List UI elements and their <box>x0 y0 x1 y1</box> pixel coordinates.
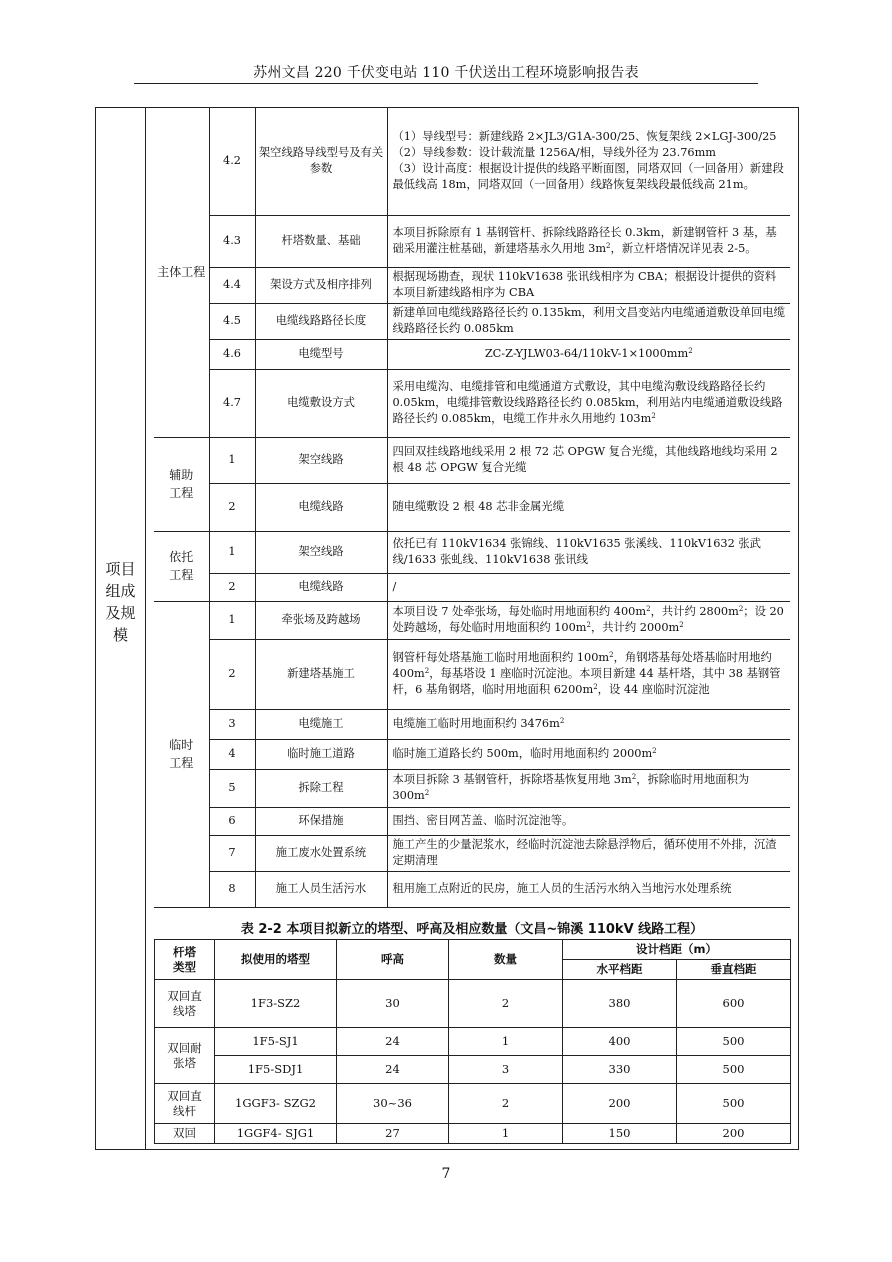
row-number: 4.5 <box>209 303 255 339</box>
item-content: 租用施工点附近的民房，施工人员的生活污水纳入当地污水处理系统 <box>387 871 790 907</box>
row-number: 4 <box>209 739 255 769</box>
item-content: 钢管杆每处塔基施工临时用地面积约 $100m^2$，角钢塔基每处塔基临时用地约 $400m^2$，每基塔设 1 座临时沉淀池。本项目新建 44 基杆塔，其中 38 基钢管杆，6 基角钢塔，临时用地面积 $6200m^2$，设 44 座临时沉淀池 <box>387 639 790 709</box>
cell-v-span: 500 <box>677 1084 791 1124</box>
item-name: 架设方式及相序排列 <box>255 267 387 303</box>
table-row <box>154 215 790 267</box>
cell-type: 双回直线杆 <box>155 1084 215 1124</box>
group-aux: 辅助工程 <box>154 437 209 531</box>
row-number: 4.3 <box>209 215 255 267</box>
item-content <box>387 107 790 215</box>
item-name: 电缆线路路径长度 <box>255 303 387 339</box>
cell-model: 1GGF4- SJG1 <box>215 1124 337 1144</box>
item-name: 电缆线路 <box>255 483 387 531</box>
item-name: 电缆线路 <box>255 573 387 601</box>
table-row <box>154 267 790 303</box>
item-name: 施工人员生活污水 <box>255 871 387 907</box>
cell-height: 24 <box>337 1056 449 1084</box>
cell-count: 1 <box>449 1028 563 1056</box>
table-row <box>154 107 790 215</box>
row-number: 4.6 <box>209 339 255 369</box>
cell-h-span: 200 <box>563 1084 677 1124</box>
table-row <box>155 1056 791 1084</box>
cell-height: 30 <box>337 980 449 1028</box>
row-number: 4.4 <box>209 267 255 303</box>
table-row <box>154 369 790 437</box>
frame-divider <box>145 107 146 1150</box>
item-content: 根据现场勘查，现状 110kV1638 张讯线相序为 CBA；根据设计提供的资料本项目新建线路相序为 CBA <box>387 267 790 303</box>
cell-model: 1F3-SZ2 <box>215 980 337 1028</box>
row-number: 2 <box>209 483 255 531</box>
row-number: 3 <box>209 709 255 739</box>
group-main: 主体工程 <box>154 107 209 437</box>
cell-type: 双回 <box>155 1124 215 1144</box>
row-number: 7 <box>209 835 255 871</box>
item-content: 围挡、密目网苫盖、临时沉淀池等。 <box>387 807 790 835</box>
item-content: 电缆施工临时用地面积约 $3476m^2$ <box>387 709 790 739</box>
item-content: 依托已有 110kV1634 张锦线、110kV1635 张溪线、110kV1632 张武线/1633 张虬线、110kV1638 张讯线 <box>387 531 790 573</box>
column-header-type: 杆塔类型 <box>155 940 215 980</box>
item-content: 本项目拆除 3 基钢管杆，拆除塔基恢复用地 $3m^2$，拆除临时用地面积为 $300m^2$ <box>387 769 790 807</box>
table-row <box>154 601 790 639</box>
row-number: 2 <box>209 573 255 601</box>
cell-h-span: 150 <box>563 1124 677 1144</box>
section-label-text: 项目组成及规模 <box>105 560 136 644</box>
page-number: 7 <box>441 1166 451 1182</box>
cell-count: 2 <box>449 980 563 1028</box>
item-name: 施工废水处置系统 <box>255 835 387 871</box>
table-row <box>155 1028 791 1056</box>
item-content: 本项目设 7 处牵张场，每处临时用地面积约 $400m^2$，共计约 $2800m^2$；设 20 处跨越场，每处临时用地面积约 $100m^2$，共计约 $2000m^2$ <box>387 601 790 639</box>
item-content: / <box>387 573 790 601</box>
item-name: 牵张场及跨越场 <box>255 601 387 639</box>
table-row <box>154 709 790 739</box>
project-composition-table <box>154 107 790 908</box>
cell-model: 1F5-SDJ1 <box>215 1056 337 1084</box>
cell-height: 27 <box>337 1124 449 1144</box>
cell-h-span: 330 <box>563 1056 677 1084</box>
cell-height: 24 <box>337 1028 449 1056</box>
cell-h-span: 400 <box>563 1028 677 1056</box>
item-name: 电缆型号 <box>255 339 387 369</box>
row-number: 1 <box>209 601 255 639</box>
item-name: 临时施工道路 <box>255 739 387 769</box>
cell-v-span: 200 <box>677 1124 791 1144</box>
table-row <box>154 531 790 573</box>
item-name: 架空线路 <box>255 531 387 573</box>
column-header-height: 呼高 <box>337 940 449 980</box>
item-name: 拆除工程 <box>255 769 387 807</box>
cell-height: 30~36 <box>337 1084 449 1124</box>
item-name: 杆塔数量、基础 <box>255 215 387 267</box>
table-row <box>155 980 791 1028</box>
column-header-v-span: 垂直档距 <box>677 960 791 980</box>
page-header: 苏州文昌 220 千伏变电站 110 千伏送出工程环境影响报告表 <box>253 65 639 81</box>
cell-h-span: 380 <box>563 980 677 1028</box>
table-row <box>154 871 790 907</box>
column-header-count: 数量 <box>449 940 563 980</box>
item-content: 随电缆敷设 2 根 48 芯非金属光缆 <box>387 483 790 531</box>
cell-v-span: 500 <box>677 1028 791 1056</box>
group-temp: 临时工程 <box>154 601 209 907</box>
row-number: 1 <box>209 531 255 573</box>
table-header-row <box>155 940 791 960</box>
table-row <box>155 1124 791 1144</box>
item-name: 电缆施工 <box>255 709 387 739</box>
row-number: 4.7 <box>209 369 255 437</box>
table-caption: 表 2-2 本项目拟新立的塔型、呼高及相应数量（文昌~锦溪 110kV 线路工程） <box>240 922 704 937</box>
column-header-h-span: 水平档距 <box>563 960 677 980</box>
cell-v-span: 500 <box>677 1056 791 1084</box>
item-content: 临时施工道路长约 500m，临时用地面积约 $2000m^2$ <box>387 739 790 769</box>
table-row <box>154 483 790 531</box>
header-rule <box>134 83 758 84</box>
group-rely: 依托工程 <box>154 531 209 601</box>
cell-count: 3 <box>449 1056 563 1084</box>
content-line: （1）导线型号：新建线路 2×JL3/G1A-300/25、恢复架线 2×LGJ-300/25 <box>392 129 777 143</box>
item-content: 施工产生的少量泥浆水，经临时沉淀池去除悬浮物后，循环使用不外排，沉渣定期清理 <box>387 835 790 871</box>
row-number: 8 <box>209 871 255 907</box>
cell-count: 1 <box>449 1124 563 1144</box>
item-content: 本项目拆除原有 1 基钢管杆、拆除线路路径长 0.3km，新建钢管杆 3 基，基础采用灌注桩基础，新建塔基永久用地 $3m^2$，新立杆塔情况详见表 2-5。 <box>387 215 790 267</box>
row-number: 4.2 <box>209 107 255 215</box>
row-number: 2 <box>209 639 255 709</box>
item-name: 架空线路导线型号及有关参数 <box>255 107 387 215</box>
item-content: 采用电缆沟、电缆排管和电缆通道方式敷设，其中电缆沟敷设线路路径长约 0.05km，电缆排管敷设线路路径长约 0.085km，利用站内电缆通道敷设线路路径长约 0.085km，电缆工作井永久用地约 $103m^2$ <box>387 369 790 437</box>
table-row <box>155 1084 791 1124</box>
table-row <box>154 739 790 769</box>
row-number: 6 <box>209 807 255 835</box>
table-row <box>154 339 790 369</box>
table-row <box>154 807 790 835</box>
cell-type: 双回耐张塔 <box>155 1028 215 1084</box>
table-row <box>154 769 790 807</box>
row-number: 1 <box>209 437 255 483</box>
table-row <box>154 437 790 483</box>
item-content: 新建单回电缆线路路径长约 0.135km，利用文昌变站内电缆通道敷设单回电缆线路路径长约 0.085km <box>387 303 790 339</box>
cell-v-span: 600 <box>677 980 791 1028</box>
cell-count: 2 <box>449 1084 563 1124</box>
item-name: 电缆敷设方式 <box>255 369 387 437</box>
cell-model: 1F5-SJ1 <box>215 1028 337 1056</box>
table-row <box>154 573 790 601</box>
column-header-model: 拟使用的塔型 <box>215 940 337 980</box>
item-content: $ZC-Z-YJLW03-64/110kV-1\times 1000mm^2$ <box>387 339 790 369</box>
content-line: （3）设计高度：根据设计提供的线路平断面图，同塔双回（一回备用）新建段最低线高 18m，同塔双回（一回备用）线路恢复架线段最低线高 21m。 <box>392 161 784 191</box>
table-row <box>154 303 790 339</box>
tower-type-table <box>154 939 791 1144</box>
item-name: 新建塔基施工 <box>255 639 387 709</box>
row-number: 5 <box>209 769 255 807</box>
table-row <box>154 835 790 871</box>
cell-model: 1GGF3- SZG2 <box>215 1084 337 1124</box>
item-name: 架空线路 <box>255 437 387 483</box>
content-line: （2）导线参数：设计载流量 1256A/相，导线外径为 23.76mm <box>392 145 716 159</box>
column-header-span: 设计档距（m） <box>563 940 791 960</box>
section-label <box>96 558 145 646</box>
table-row <box>154 639 790 709</box>
cell-type: 双回直线塔 <box>155 980 215 1028</box>
item-content: 四回双挂线路地线采用 2 根 72 芯 OPGW 复合光缆，其他线路地线均采用 2 根 48 芯 OPGW 复合光缆 <box>387 437 790 483</box>
item-name: 环保措施 <box>255 807 387 835</box>
